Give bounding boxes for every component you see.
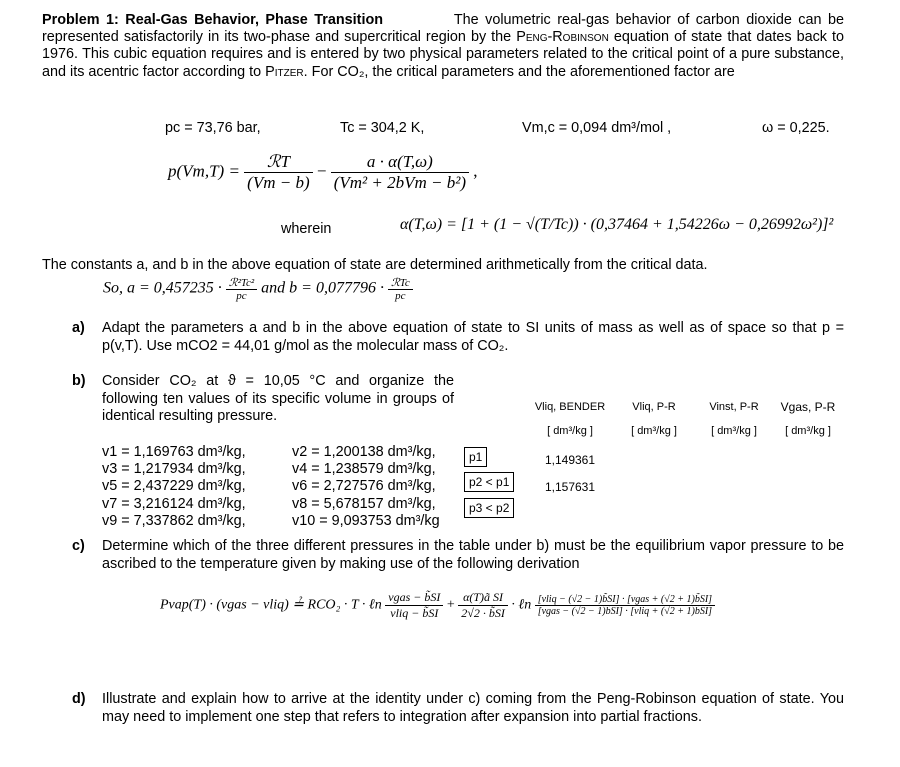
volume-item: v4 = 1,238579 dm³/kg,: [292, 461, 436, 478]
log1-fraction: [385, 590, 443, 621]
b-num: ℛTc: [390, 277, 410, 289]
peng-robinson-name: Peng-Robinson: [516, 29, 609, 46]
table-cell: 1,149361: [544, 453, 596, 467]
coef-fraction: [458, 590, 508, 621]
pressure-box: [464, 472, 514, 492]
volume-item: v5 = 2,437229 dm³/kg,: [102, 478, 246, 495]
intro-lead: The volumetric real-gas behavior of carbon dioxide can be represented satisfactorily in its two-phase and supercritical region by the: [42, 12, 844, 46]
eq-rt: ℛT: [266, 152, 290, 171]
param-vmc: Vm,c = 0,094 dm³/mol ,: [522, 120, 672, 136]
volumes-column-left: [102, 444, 246, 530]
a-den: pc: [226, 289, 257, 302]
peng-robinson-equation: p(Vm,T) = $\frac{\text{ℛT}}{(Vm - b)}$ − $\frac{a \cdot \alpha(T,\omega)}{\text{(Vm² + 2bVm − b²)}}$ ,: [168, 152, 478, 192]
eq-term2: [331, 152, 469, 193]
item-d-text: Illustrate and explain how to arrive at the identity under c) coming from the Peng-Robinson equation of state. You may need to implement one step that refers to integration after expansion into partial fractions.: [102, 691, 844, 725]
table-row: [526, 440, 842, 480]
volume-item: v7 = 3,216124 dm³/kg,: [102, 495, 246, 512]
eq-a-alpha: a · α(T,ω): [366, 152, 433, 171]
table-unit: [ dm³/kg ]: [547, 425, 593, 437]
constants-formulas: [103, 276, 413, 302]
table-row: [526, 480, 842, 494]
volume-item: v9 = 7,337862 dm³/kg,: [102, 512, 246, 529]
pressure-box: [464, 447, 487, 467]
table-header: Vliq, P-R: [632, 401, 676, 413]
item-b-label: b): [72, 373, 86, 389]
item-b-text: Consider CO₂ at ϑ = 10,05 °C and organize the following ten values of its specific volume in groups of identical resulting pressure.: [102, 373, 454, 424]
intro-tail: . For CO₂, the critical parameters and the aforementioned factor are: [303, 63, 735, 80]
volume-item: v1 = 1,169763 dm³/kg,: [102, 444, 246, 460]
a-fraction: [226, 276, 257, 302]
table-header: Vliq, BENDER: [534, 401, 606, 413]
pressure-box: [464, 498, 514, 518]
log2-den: [vgas − (√2 − 1)b̃SI] · [vliq + (√2 + 1)b̃SI]: [535, 605, 715, 617]
table-unit: [ dm³/kg ]: [711, 425, 757, 437]
eq-lhs: p(Vm,T) =: [168, 161, 240, 181]
log1-den: vliq − b̃SI: [385, 605, 443, 621]
intro-mid: equation of state that dates back to 1976. This cubic equation requires and is entered by two physical parameters related to the critical point of a pure substance, and its acentric factor according to: [42, 29, 845, 80]
log2-fraction: [535, 594, 715, 617]
item-a-text: Adapt the parameters a and b in the above equation of state to SI units of mass as well as of space so that p = p(v,T). Use mCO2 = 44,01 g/mol as the molecular mass of CO₂.: [102, 320, 844, 354]
param-tc: Tc = 304,2 K,: [340, 120, 425, 136]
eq-vm-minus-b: (Vm − b): [244, 172, 312, 193]
b-formula: and b = 0,077796 ·: [261, 279, 384, 297]
eq-term1: [244, 152, 312, 193]
table-cell: 1,157631: [544, 480, 596, 494]
derivation-lhs: Pvap(T) · (vgas − vliq) ≟ RCO₂ · T · ℓn: [160, 597, 382, 613]
a-formula: So, a = 0,457235 ·: [103, 279, 222, 297]
volume-item: v2 = 1,200138 dm³/kg,: [292, 444, 436, 460]
volume-table: [526, 392, 842, 494]
item-c-text: Determine which of the three different pressures in the table under b) must be the equilibrium vapor pressure to be ascribed to the temperature given by making use of the following derivation: [102, 538, 844, 572]
pressure-label: p1: [464, 447, 487, 467]
pitzer-name: Pitzer: [265, 63, 304, 80]
eq-denom2: (Vm² + 2bVm − b²): [331, 172, 469, 193]
problem-heading: Problem 1: Real-Gas Behavior, Phase Transition: [42, 12, 384, 28]
derivation-equation: [160, 590, 715, 621]
table-units-row: [526, 422, 842, 440]
alpha-definition: α(T,ω) = [1 + (1 − √(T/Tc)) · (0,37464 + 1,54226ω − 0,26992ω²)]²: [400, 216, 834, 233]
table-unit: [ dm³/kg ]: [785, 425, 831, 437]
table-header: Vinst, P-R: [709, 401, 759, 413]
plus-sign: +: [446, 597, 455, 613]
pressure-label: p3 < p2: [464, 498, 514, 518]
param-pc: pc = 73,76 bar,: [165, 120, 261, 136]
problem-intro: [42, 12, 844, 81]
b-den: pc: [388, 289, 413, 302]
item-d-label: d): [72, 691, 86, 707]
volume-item: v3 = 1,217934 dm³/kg,: [102, 461, 246, 478]
ln-operator: · ℓn: [511, 597, 532, 613]
b-fraction: [388, 276, 413, 302]
table-header-row: [526, 392, 842, 422]
volume-item: v6 = 2,727576 dm³/kg,: [292, 478, 436, 495]
coef-num: α(T)ã SI: [463, 590, 504, 604]
a-num: ℛ²Tc²: [228, 277, 255, 289]
item-a-label: a): [72, 320, 85, 336]
constants-text: The constants a, and b in the above equation of state are determined arithmetically from the critical data.: [42, 257, 708, 273]
coef-den: 2√2 · b̃SI: [458, 605, 508, 621]
volumes-column-right: [292, 444, 440, 530]
pressure-label: p2 < p1: [464, 472, 514, 492]
volume-item: v10 = 9,093753 dm³/kg: [292, 512, 440, 529]
param-omega: ω = 0,225.: [762, 120, 830, 136]
wherein-label: wherein: [281, 221, 332, 237]
table-header: Vgas, P-R: [780, 400, 836, 414]
table-unit: [ dm³/kg ]: [631, 425, 677, 437]
volume-item: v8 = 5,678157 dm³/kg,: [292, 495, 436, 512]
log2-num: [vliq − (√2 − 1)b̃SI] · [vgas + (√2 + 1)b̃SI]: [537, 594, 713, 605]
item-c-label: c): [72, 538, 85, 554]
log1-num: vgas − b̃SI: [388, 590, 441, 604]
